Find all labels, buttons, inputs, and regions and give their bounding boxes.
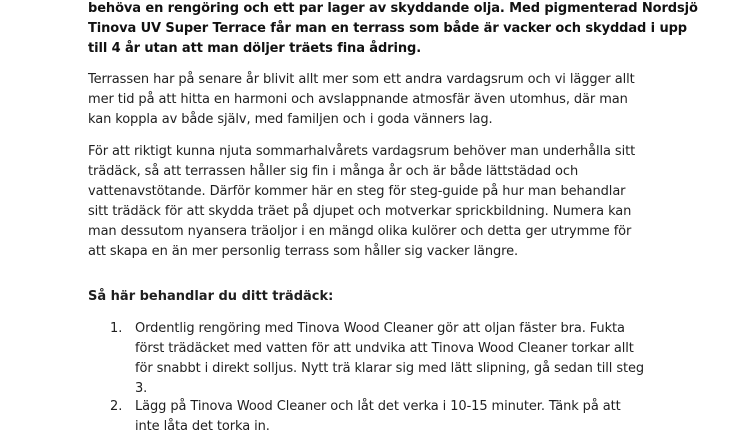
paragraph-line: vattenavstötande. Därför kommer här en steg för steg-guide på hur man behandlar: [88, 184, 626, 199]
paragraph-line: sitt trädäck för att skydda träet på djupet och motverkar sprickbildning. Numera kan: [88, 204, 632, 219]
paragraph-line: trädäck, så att terrassen håller sig fin i många år och är både lättstädad och: [88, 164, 579, 179]
intro-paragraph: [88, 0, 698, 59]
step-line: 3.: [135, 381, 148, 396]
step-line: för snabbt i direkt solljus. Nytt trä klarar sig med lätt slipning, gå sedan till steg: [135, 361, 645, 376]
step-number: 2.: [110, 399, 123, 414]
paragraph-line: att skapa en än mer personlig terrass som håller sig vacker längre.: [88, 244, 519, 259]
intro-line: behöva en rengöring och ett par lager av skyddande olja. Med pigmenterad Nordsjö: [88, 1, 698, 16]
paragraph-line: kan koppla av både själv, med familjen och i goda vänners lag.: [88, 112, 493, 127]
paragraph-line: man dessutom nyansera träoljor i en mängd olika kulörer och detta ger utrymme för: [88, 224, 632, 239]
intro-line: till 4 år utan att man döljer träets fina ådring.: [88, 41, 422, 56]
body-paragraph-maintenance: [88, 142, 688, 262]
step-text: [135, 397, 621, 437]
step-line: inte låta det torka in.: [135, 419, 270, 434]
step-line: Ordentlig rengöring med Tinova Wood Cleaner gör att oljan fäster bra. Fukta: [135, 321, 625, 336]
step-line: först trädäcket med vatten för att undvika att Tinova Wood Cleaner torkar allt: [135, 341, 634, 356]
body-paragraph-terrace: [88, 70, 688, 130]
paragraph-line: mer tid på att hitta en harmoni och avslappnande atmosfär även utomhus, där man: [88, 92, 628, 107]
step-number: 1.: [110, 321, 123, 336]
intro-line: Tinova UV Super Terrace får man en terrass som både är vacker och skyddad i upp: [88, 21, 688, 36]
step-text: [135, 319, 644, 399]
guide-heading: Så här behandlar du ditt trädäck:: [88, 289, 334, 304]
step-line: Lägg på Tinova Wood Cleaner och låt det verka i 10-15 minuter. Tänk på att: [135, 399, 621, 414]
paragraph-line: Terrassen har på senare år blivit allt mer som ett andra vardagsrum och vi lägger allt: [88, 72, 635, 87]
paragraph-line: För att riktigt kunna njuta sommarhalvårets vardagsrum behöver man underhålla sitt: [88, 144, 636, 159]
